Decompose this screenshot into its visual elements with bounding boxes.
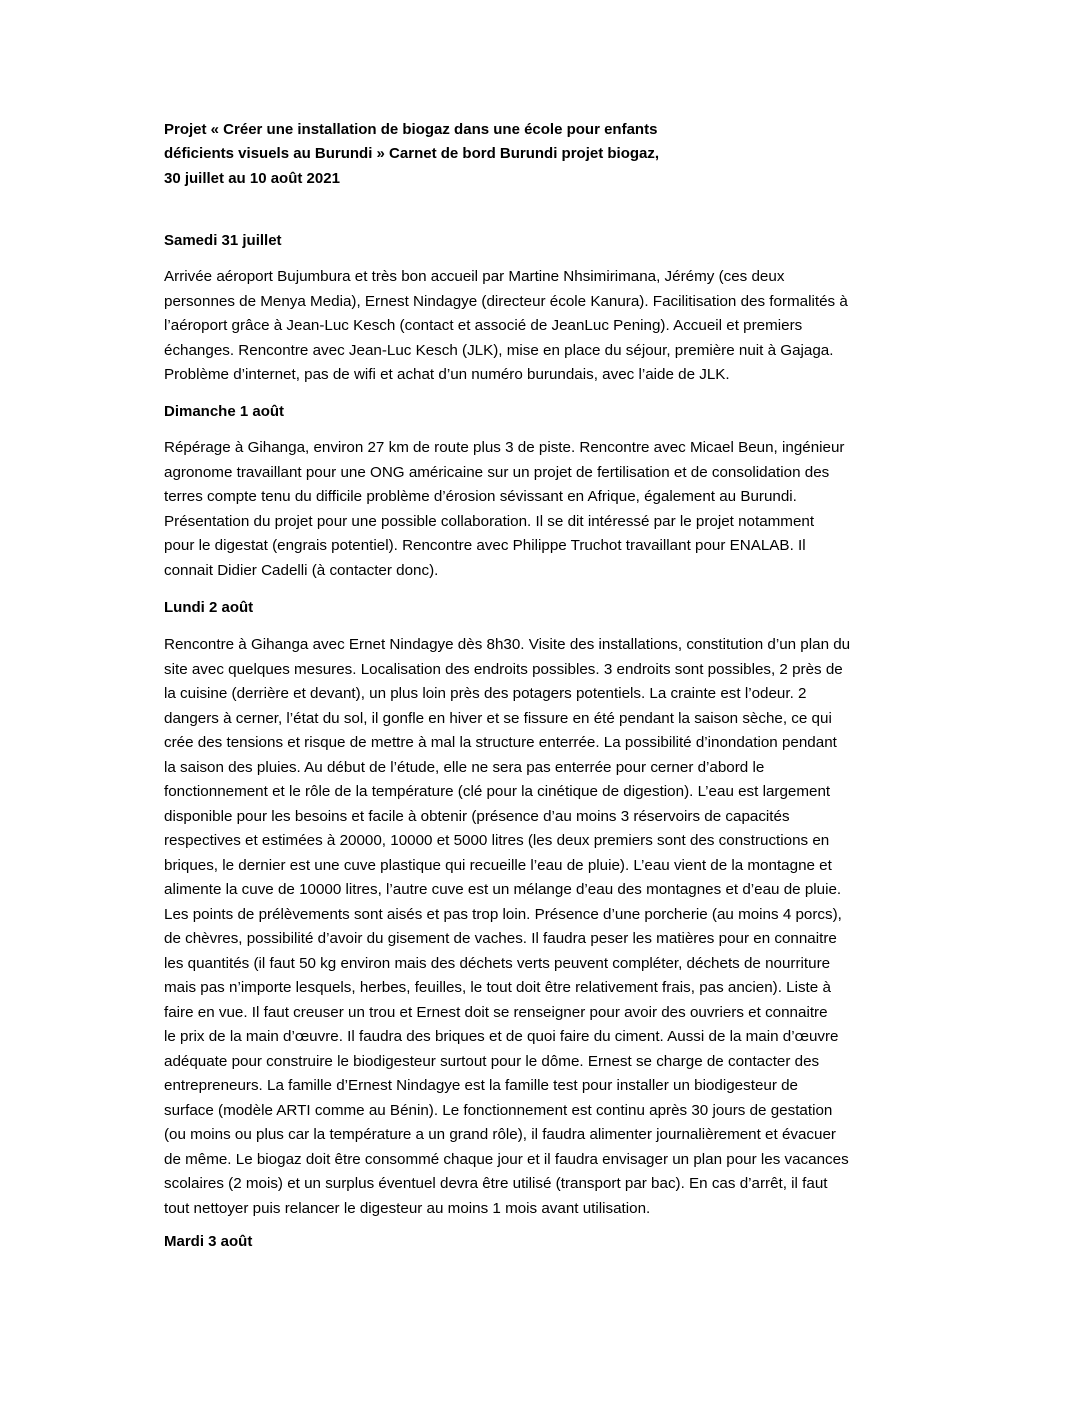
paragraph-line: (ou moins ou plus car la température a un grand rôle), il faudra alimenter journalièrement et évacuer — [164, 1126, 836, 1143]
title-line: Projet « Créer une installation de biogaz dans une école pour enfants — [164, 121, 658, 138]
title-line: déficients visuels au Burundi » Carnet de bord Burundi projet biogaz, — [164, 145, 660, 163]
paragraph-line: crée des tensions et risque de mettre à mal la structure enterrée. La possibilité d’inondation pendant — [164, 734, 837, 751]
paragraph-line: la cuisine (derrière et devant), un plus loin près des potagers potentiels. La crainte est l’odeur. 2 — [164, 685, 807, 702]
paragraph-line: l’aéroport grâce à Jean-Luc Kesch (contact et associé de JeanLuc Pening). Accueil et premiers — [164, 317, 803, 334]
paragraph-line: terres compte tenu du difficile problème d’érosion sévissant en Afrique, également au Burundi. — [164, 488, 797, 505]
paragraph-line: surface (modèle ARTI comme au Bénin). Le fonctionnement est continu après 30 jours de gestation — [164, 1101, 833, 1119]
paragraph-line: de chèvres, possibilité d’avoir du gisement de vaches. Il faudra peser les matières pour en connaitre — [164, 930, 837, 947]
document-title — [164, 118, 884, 191]
paragraph-line: Présentation du projet pour une possible collaboration. Il se dit intéressé par le projet notamment — [164, 512, 815, 530]
section-heading-mardi: Mardi 3 août — [164, 1233, 253, 1250]
paragraph-line: site avec quelques mesures. Localisation des endroits possibles. 3 endroits sont possibles, 2 près de — [164, 660, 843, 678]
paragraph-line: échanges. Rencontre avec Jean-Luc Kesch (JLK), mise en place du séjour, première nuit à Gajaga. — [164, 341, 834, 359]
paragraph-line: scolaires (2 mois) et un surplus éventuel devra être utilisé (transport par bac). En cas d’arrêt, il faut — [164, 1175, 828, 1192]
paragraph-line: alimente la cuve de 10000 litres, l’autre cuve est un mélange d’eau des montagnes et d’eau de pluie. — [164, 881, 842, 898]
paragraph-line: briques, le dernier est une cuve plastique qui recueille l’eau de pluie). L’eau vient de la montagne et — [164, 856, 832, 874]
paragraph-line: respectives et estimées à 20000, 10000 et 5000 litres (les deux premiers sont des constructions en — [164, 832, 830, 849]
section-heading-dimanche: Dimanche 1 août — [164, 403, 285, 420]
paragraph-line: Répérage à Gihanga, environ 27 km de route plus 3 de piste. Rencontre avec Micael Beun, ingénieur — [164, 439, 845, 456]
paragraph-line: Rencontre à Gihanga avec Ernet Nindagye dès 8h30. Visite des installations, constitution d’un plan du — [164, 636, 851, 653]
paragraph-line: disponible pour les besoins et facile à obtenir (présence d’au moins 3 réservoirs de capacités — [164, 807, 790, 825]
paragraph-line: personnes de Menya Media), Ernest Nindagye (directeur école Kanura). Facilitisation des formalités à — [164, 292, 848, 310]
paragraph-line: Les points de prélèvements sont aisés et pas trop loin. Présence d’une porcherie (au moins 4 porcs), — [164, 905, 842, 923]
paragraph-line: fonctionnement et le rôle de la température (clé pour la cinétique de digestion). L’eau est largement — [164, 783, 831, 800]
section-heading-samedi: Samedi 31 juillet — [164, 232, 282, 249]
paragraph-line: dangers à cerner, l’état du sol, il gonfle en hiver et se fissure en été pendant la saison sèche, ce qui — [164, 709, 832, 727]
paragraph-line: tout nettoyer puis relancer le digesteur au moins 1 mois avant utilisation. — [164, 1199, 651, 1217]
section-heading-lundi: Lundi 2 août — [164, 599, 254, 616]
section-paragraph-dimanche — [164, 436, 934, 583]
paragraph-line: la saison des pluies. Au début de l’étude, elle ne sera pas enterrée pour cerner d’abord le — [164, 758, 765, 776]
paragraph-line: entrepreneurs. La famille d’Ernest Nindagye est la famille test pour installer un biodigesteur de — [164, 1077, 799, 1094]
paragraph-line: mais pas n’importe lesquels, herbes, feuilles, le tout doit être relativement frais, pas ancien). Liste à — [164, 979, 831, 996]
paragraph-line: connait Didier Cadelli (à contacter donc). — [164, 561, 439, 579]
paragraph-line: les quantités (il faut 50 kg environ mais des déchets verts peuvent compléter, déchets de nourriture — [164, 954, 831, 972]
section-paragraph-lundi — [164, 633, 934, 1221]
paragraph-line: faire en vue. Il faut creuser un trou et Ernest doit se renseigner pour avoir des ouvriers et connaitre — [164, 1003, 828, 1021]
paragraph-line: Arrivée aéroport Bujumbura et très bon accueil par Martine Nhsimirimana, Jérémy (ces deux — [164, 268, 785, 285]
paragraph-line: de même. Le biogaz doit être consommé chaque jour et il faudra envisager un plan pour les vacances — [164, 1150, 849, 1168]
title-line: 30 juillet au 10 août 2021 — [164, 169, 340, 187]
paragraph-line: adéquate pour construire le biodigesteur surtout pour le dôme. Ernest se charge de contacter des — [164, 1052, 820, 1070]
paragraph-line: Problème d’internet, pas de wifi et achat d’un numéro burundais, avec l’aide de JLK. — [164, 366, 730, 383]
paragraph-line: pour le digestat (engrais potentiel). Rencontre avec Philippe Truchot travaillant pour ENALAB. Il — [164, 537, 806, 554]
section-paragraph-samedi — [164, 265, 934, 388]
paragraph-line: agronome travaillant pour une ONG américaine sur un projet de fertilisation et de consolidation des — [164, 463, 830, 481]
paragraph-line: le prix de la main d’œuvre. Il faudra des briques et de quoi faire du ciment. Aussi de la main d’œuvre — [164, 1028, 839, 1045]
